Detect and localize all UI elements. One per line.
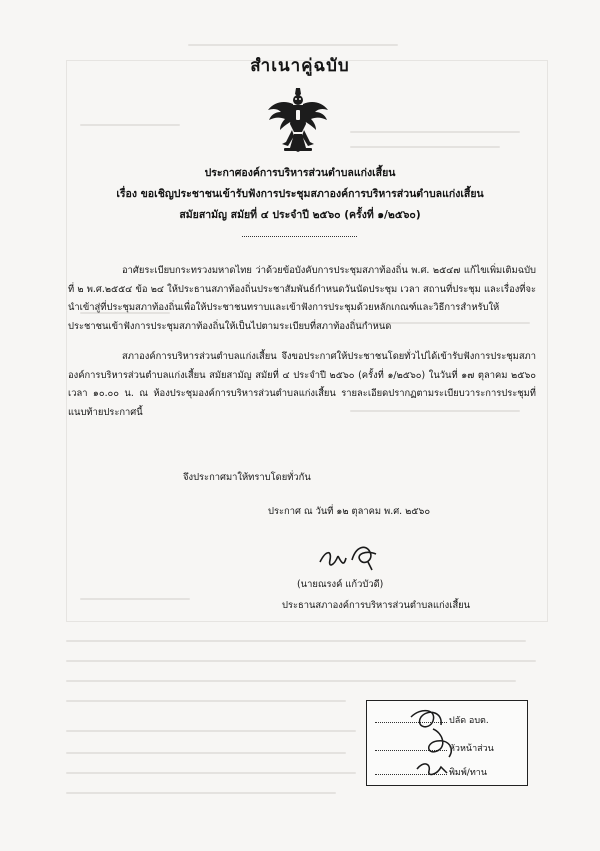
signer-title: ประธานสภาองค์การบริหารส่วนตำบลแก่งเสี้ยน [282,600,471,611]
title-divider [242,236,357,237]
bleed-through-line [66,680,516,682]
announce-text: จึงประกาศมาให้ทราบโดยทั่วกัน [183,472,311,483]
routing-dotted-line [375,722,447,723]
routing-label-section-head: หัวหน้าส่วน [449,744,494,754]
routing-stamp-box [366,700,528,786]
bleed-through-line [66,730,356,732]
signer-name: (นายณรงค์ แก้วบัวดี) [297,579,384,590]
routing-row-section-head [375,741,494,755]
title-line-issuer: ประกาศองค์การบริหารส่วนตำบลแก่งเสี้ยน [204,167,396,179]
bleed-through-line [66,640,526,642]
bleed-through-line [350,146,500,148]
body-paragraph-1: อาศัยระเบียบกระทรวงมหาดไทย ว่าด้วยข้อบังคับการประชุมสภาท้องถิ่น พ.ศ. ๒๕๔๗ แก้ไขเพิ่มเติมฉบับที่ ๒ พ.ศ.๒๕๕๔ ข้อ ๒๔ ให้ประธานสภาท้องถิ่นประชาสัมพันธ์กำหนดวันนัดประชุม เวลา สถานที่ประชุม และเรื่องที่จะนำเข้าสู่ที่ประชุมสภาท้องถิ่นเพื่อให้ประชาชนทราบและเข้าฟังการประชุมด้วยหลักเกณฑ์และวิธีการสำหรับให้ประชาชนเข้าฟังการประชุมสภาท้องถิ่นให้เป็นไปตามระเบียบที่สภาท้องถิ่นกำหนด [68,265,536,332]
bleed-through-line [66,772,356,774]
bleed-through-line [66,792,336,794]
body-paragraph-2: สภาองค์การบริหารส่วนตำบลแก่งเสี้ยน จึงขอประกาศให้ประชาชนโดยทั่วไปได้เข้ารับฟังการประชุมสภาองค์การบริหารส่วนตำบลแก่งเสี้ยน สมัยสามัญ สมัยที่ ๔ ประจำปี ๒๕๖๐ (ครั้งที่ ๑/๒๕๖๐) ในวันที่ ๑๗ ตุลาคม ๒๕๖๐ เวลา ๑๐.๐๐ น. ณ ห้องประชุมองค์การบริหารส่วนตำบลแก่งเสี้ยน รายละเอียดปรากฏตามระเบียบวาระการประชุมที่แนบท้ายประกาศนี้ [68,351,536,418]
bleed-through-line [66,700,346,702]
copy-heading: สำเนาคู่ฉบับ [250,56,350,76]
announcement-title [60,163,540,226]
bleed-through-line [66,660,536,662]
routing-label-deputy: ปลัด อบต. [449,716,489,726]
bleed-through-line [66,752,346,754]
announcement-date: ประกาศ ณ วันที่ ๑๒ ตุลาคม พ.ศ. ๒๕๖๐ [268,506,431,517]
title-line-session: สมัยสามัญ สมัยที่ ๔ ประจำปี ๒๕๖๐ (ครั้งที่ ๑/๒๕๖๐) [179,209,421,221]
routing-row-deputy [375,713,489,727]
routing-label-typist: พิมพ์/ทาน [449,768,487,778]
bleed-through-line [80,598,190,600]
bleed-through-line [188,44,398,46]
handwritten-signature [316,540,386,574]
bleed-through-line [350,131,520,133]
routing-row-typist [375,765,487,779]
title-line-subject: เรื่อง ขอเชิญประชาชนเข้ารับฟังการประชุมสภาองค์การบริหารส่วนตำบลแก่งเสี้ยน [116,188,484,200]
routing-dotted-line [375,774,447,775]
garuda-emblem-icon [266,86,330,154]
bleed-through-line [80,124,180,126]
routing-dotted-line [375,750,447,751]
